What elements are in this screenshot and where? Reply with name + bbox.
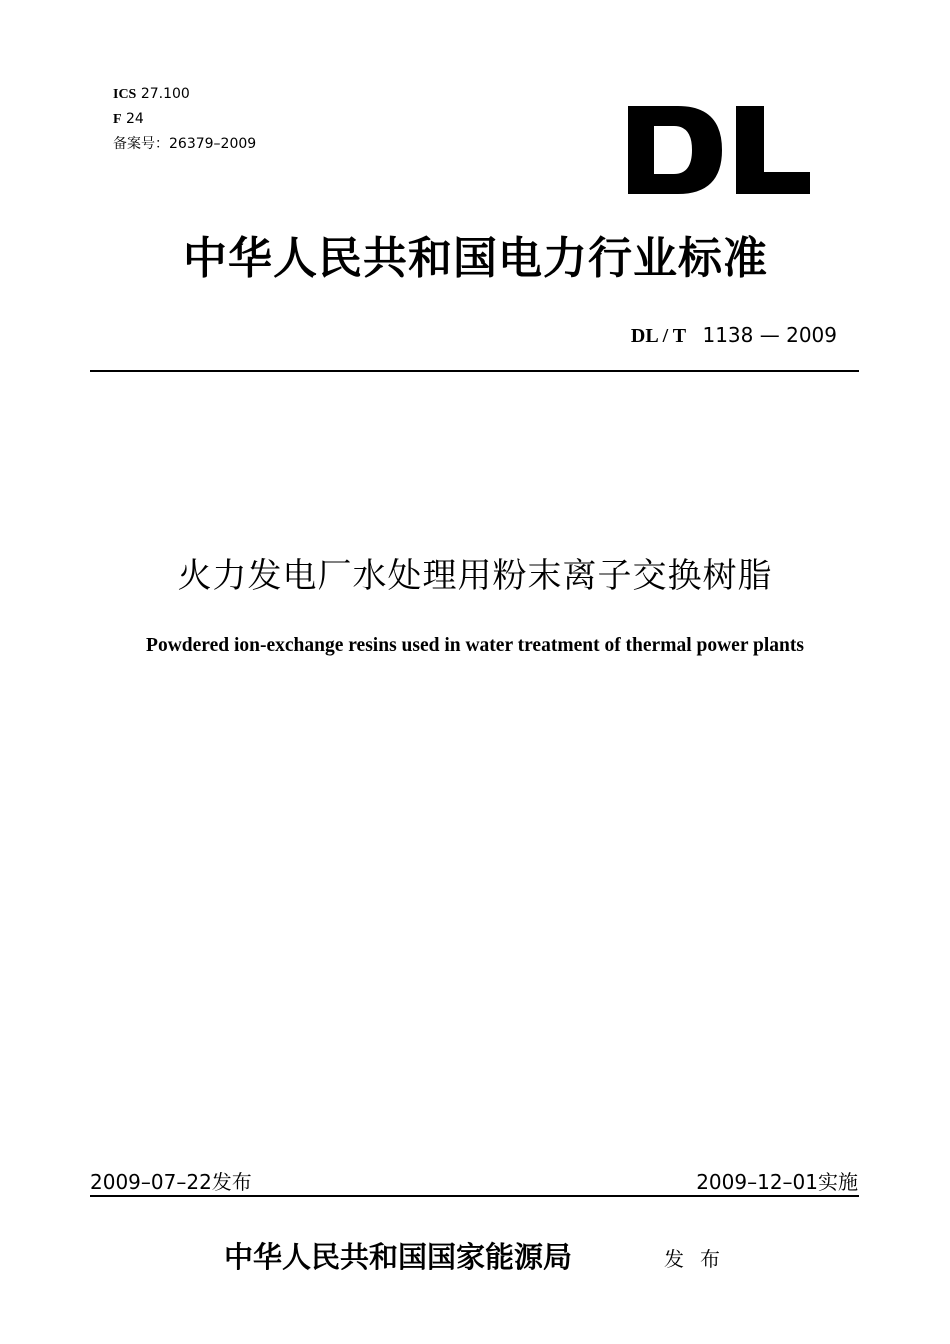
implementation-date: 2009–12–01实施 <box>696 1170 858 1194</box>
standard-code <box>631 323 837 348</box>
top-divider <box>90 370 859 372</box>
classification-value: 24 <box>126 111 144 127</box>
filing-number: 备案号：26379–2009 <box>113 136 257 152</box>
ics-code <box>113 82 256 107</box>
standard-prefix: DL / T <box>630 325 687 347</box>
classification-label: F <box>113 112 122 127</box>
bottom-divider <box>90 1195 859 1197</box>
standard-number: 1138 — 2009 <box>702 323 837 347</box>
ics-value: 27.100 <box>140 86 190 102</box>
ics-label: ICS <box>113 87 137 102</box>
title-chinese: 火力发电厂水处理用粉末离子交换树脂 <box>177 556 773 596</box>
document-meta <box>113 82 256 156</box>
title-english: Powdered ion-exchange resins used in water treatment of thermal power plants <box>146 635 804 656</box>
dl-logo <box>624 98 814 198</box>
issuing-authority: 中华人民共和国国家能源局 <box>224 1240 573 1274</box>
issue-label: 发布 <box>664 1247 736 1271</box>
issue-date: 2009–07–22发布 <box>90 1170 252 1194</box>
classification-code <box>113 107 256 132</box>
org-title: 中华人民共和国电力行业标准 <box>183 233 768 284</box>
